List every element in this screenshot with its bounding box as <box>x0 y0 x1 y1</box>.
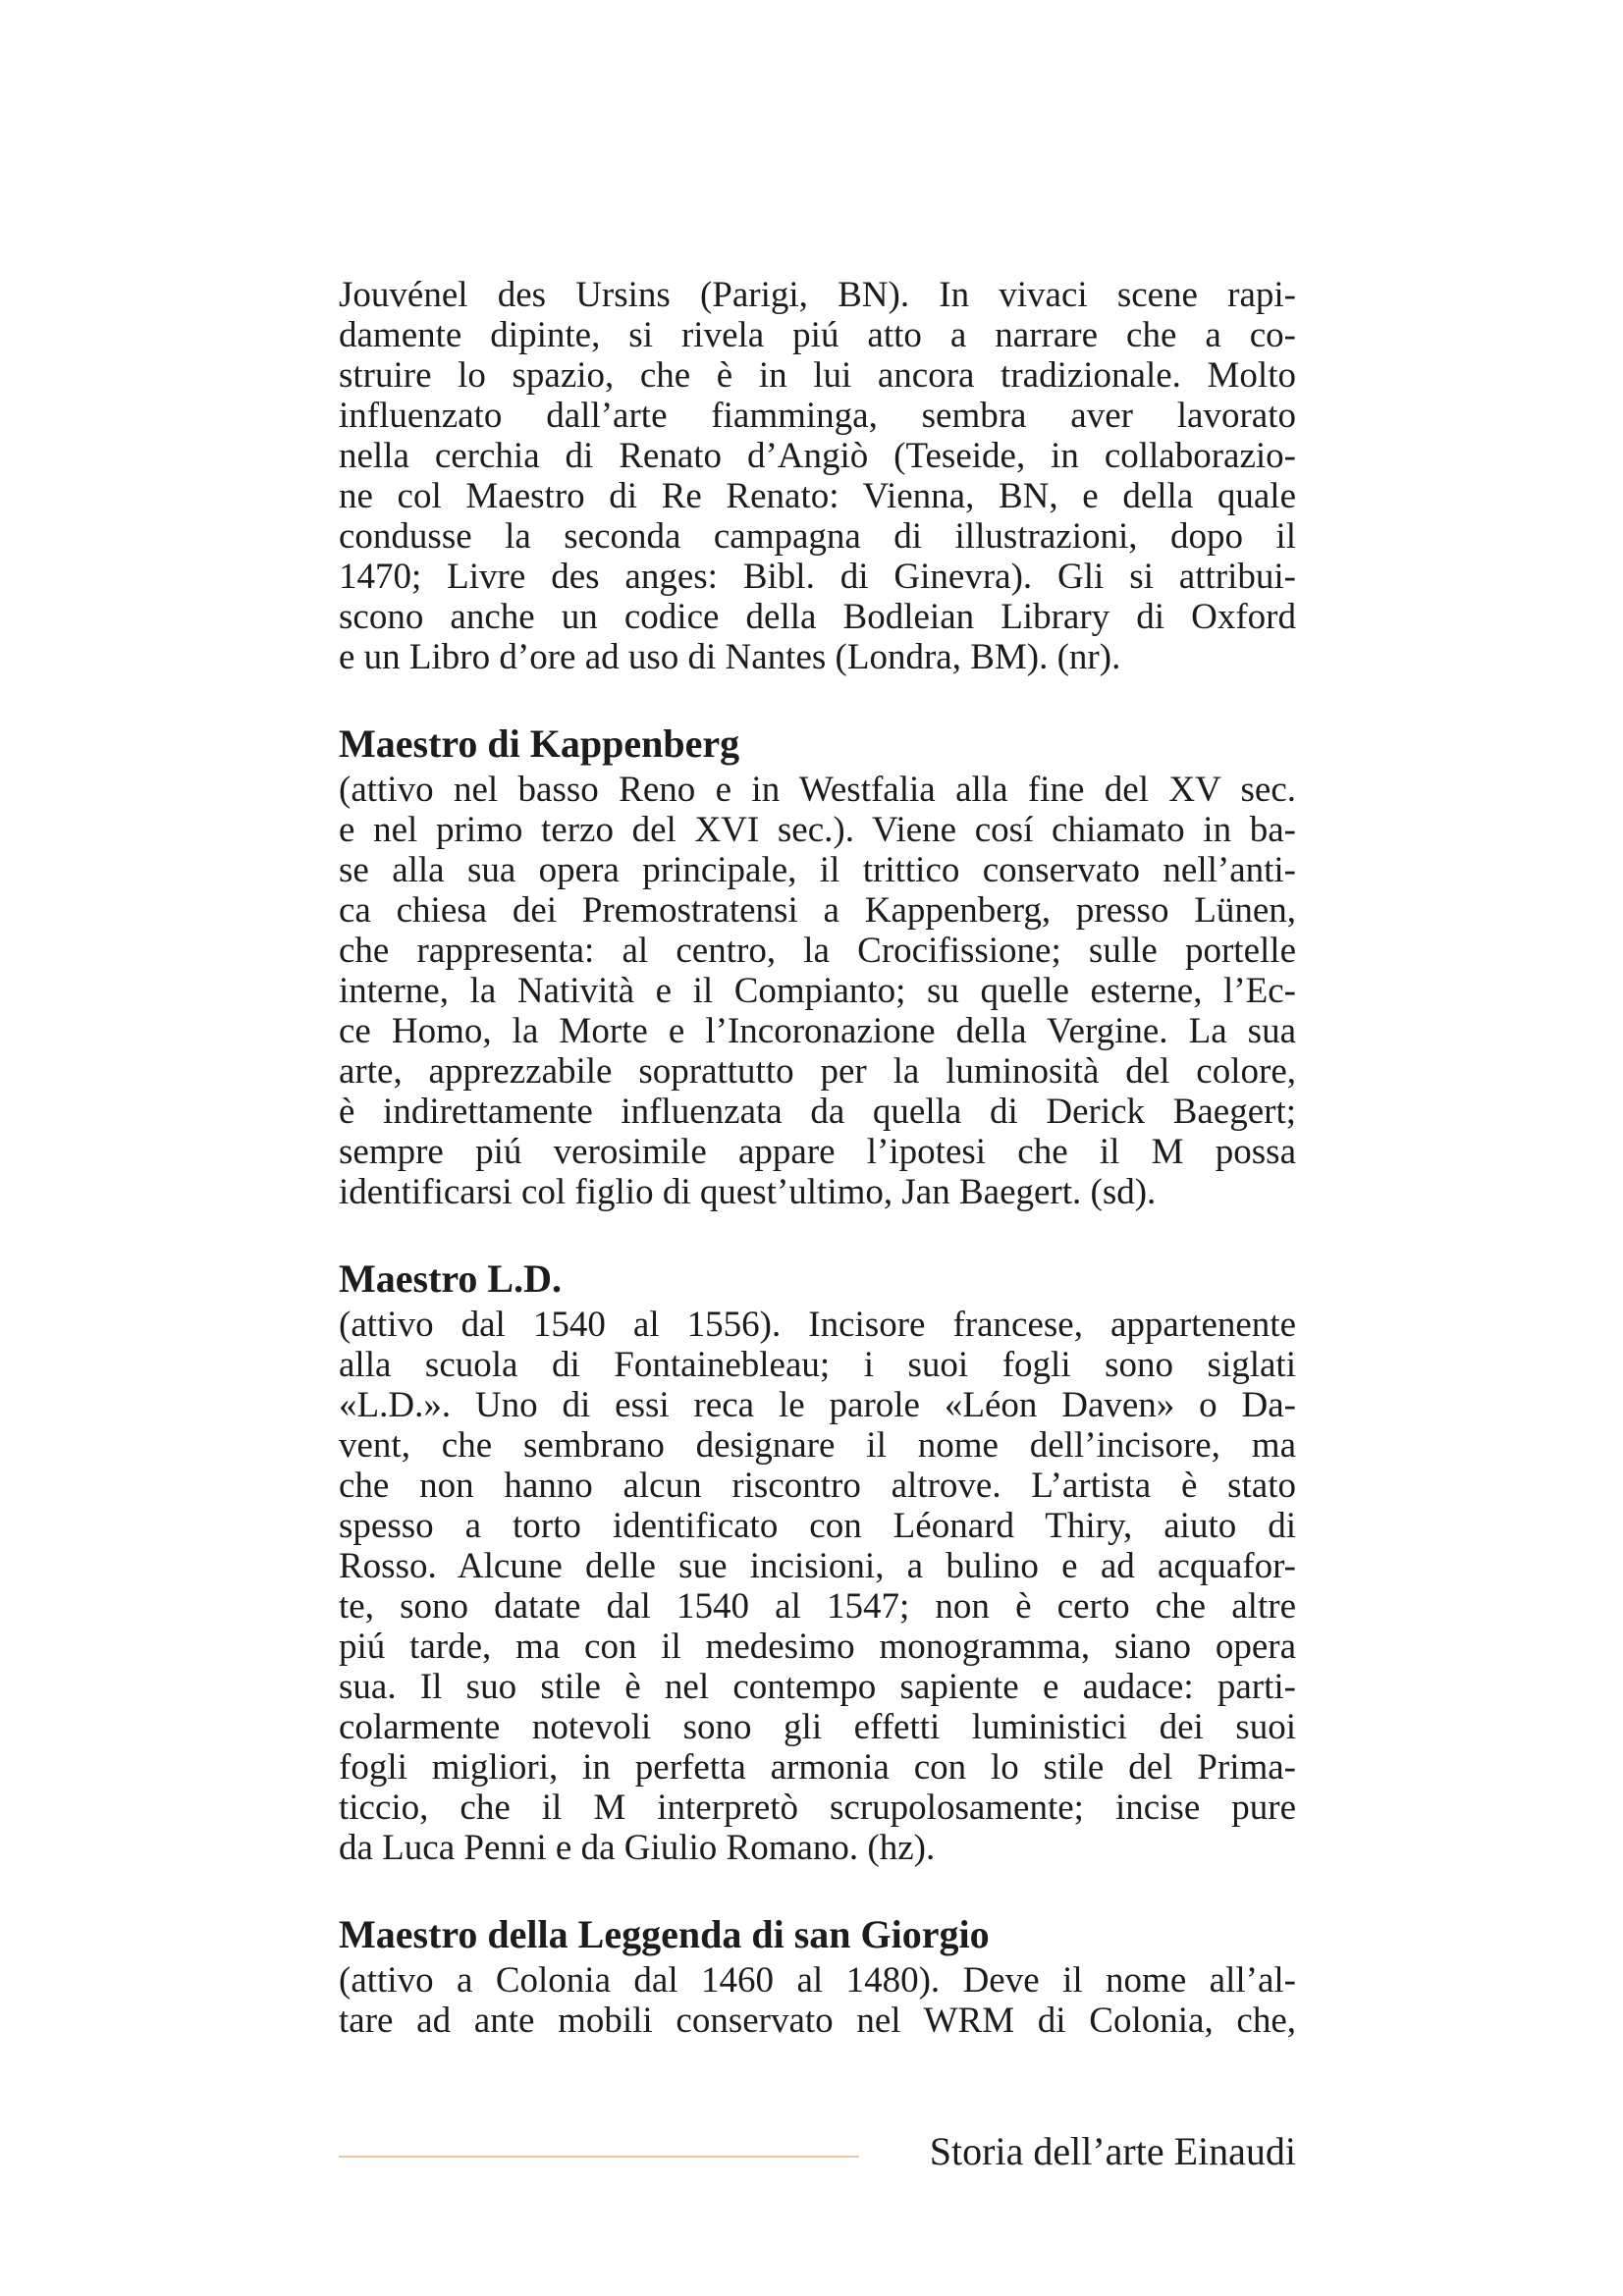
text-line: influenzato dall’arte fiamminga, sembra aver lavorato <box>339 396 1296 436</box>
text-line: spesso a torto identificato con Léonard Thiry, aiuto di <box>339 1506 1296 1546</box>
text-line: fogli migliori, in perfetta armonia con lo stile del Prima- <box>339 1747 1296 1788</box>
text-line: alla scuola di Fontainebleau; i suoi fogli sono siglati <box>339 1345 1296 1385</box>
footer-rule <box>339 2156 859 2158</box>
page-footer <box>339 2128 1296 2177</box>
text-line: arte, apprezzabile soprattutto per la luminosità del colore, <box>339 1051 1296 1092</box>
text-line: ce Homo, la Morte e l’Incoronazione della Vergine. La sua <box>339 1011 1296 1051</box>
entry-title: Maestro L.D. <box>339 1256 562 1301</box>
text-line: Rosso. Alcune delle sue incisioni, a bulino e ad acquafor- <box>339 1546 1296 1586</box>
entry-title: Maestro di Kappenberg <box>339 721 740 766</box>
text-line: ca chiesa dei Premostratensi a Kappenberg, presso Lünen, <box>339 890 1296 931</box>
text-line: Jouvénel des Ursins (Parigi, BN). In vivaci scene rapi- <box>339 275 1296 315</box>
text-line: interne, la Natività e il Compianto; su quelle esterne, l’Ec- <box>339 971 1296 1011</box>
text-line: ne col Maestro di Re Renato: Vienna, BN, e della quale <box>339 476 1296 516</box>
entry-maestro-della-leggenda-di-san-giorgio <box>339 1913 1296 2041</box>
text-line: vent, che sembrano designare il nome dell’incisore, ma <box>339 1425 1296 1466</box>
text-line: condusse la seconda campagna di illustrazioni, dopo il <box>339 516 1296 557</box>
text-line: damente dipinte, si rivela piú atto a narrare che a co- <box>339 315 1296 355</box>
text-line: sua. Il suo stile è nel contempo sapiente e audace: parti- <box>339 1667 1296 1707</box>
text-line: e un Libro d’ore ad uso di Nantes (Londra, BM). (nr). <box>339 637 1121 677</box>
text-line: che non hanno alcun riscontro altrove. L’artista è stato <box>339 1466 1296 1506</box>
footer-title: Storia dell’arte Einaudi <box>929 2129 1296 2173</box>
entry-title: Maestro della Leggenda di san Giorgio <box>339 1912 990 1956</box>
text-line: nella cerchia di Renato d’Angiò (Teseide, in collaborazio- <box>339 436 1296 476</box>
text-line: sempre piú verosimile appare l’ipotesi che il M possa <box>339 1132 1296 1172</box>
text-line: (attivo dal 1540 al 1556). Incisore francese, appartenente <box>339 1305 1296 1345</box>
text-line: piú tarde, ma con il medesimo monogramma, siano opera <box>339 1627 1296 1667</box>
text-line: te, sono datate dal 1540 al 1547; non è certo che altre <box>339 1586 1296 1627</box>
text-line: da Luca Penni e da Giulio Romano. (hz). <box>339 1828 936 1868</box>
text-line: «L.D.». Uno di essi reca le parole «Léon Daven» o Da- <box>339 1385 1296 1425</box>
text-line: se alla sua opera principale, il trittico conservato nell’anti- <box>339 850 1296 890</box>
text-line: identificarsi col figlio di quest’ultimo, Jan Baegert. (sd). <box>339 1172 1157 1212</box>
text-line: è indirettamente influenzata da quella di Derick Baegert; <box>339 1092 1296 1132</box>
text-line: tare ad ante mobili conservato nel WRM di Colonia, che, <box>339 2001 1296 2041</box>
text-line: struire lo spazio, che è in lui ancora tradizionale. Molto <box>339 355 1296 396</box>
text-line: (attivo nel basso Reno e in Westfalia alla fine del XV sec. <box>339 770 1296 810</box>
text-line: 1470; Livre des anges: Bibl. di Ginevra). Gli si attribui- <box>339 557 1296 597</box>
text-line: (attivo a Colonia dal 1460 al 1480). Deve il nome all’al- <box>339 1960 1296 2001</box>
page-body <box>339 275 1296 2041</box>
text-line: colarmente notevoli sono gli effetti luministici dei suoi <box>339 1707 1296 1747</box>
text-line: ticcio, che il M interpretò scrupolosamente; incise pure <box>339 1788 1296 1828</box>
intro-paragraph <box>339 275 1296 677</box>
text-line: scono anche un codice della Bodleian Library di Oxford <box>339 597 1296 637</box>
text-line: e nel primo terzo del XVI sec.). Viene cosí chiamato in ba- <box>339 810 1296 850</box>
entry-maestro-l-d <box>339 1257 1296 1868</box>
text-line: che rappresenta: al centro, la Crocifissione; sulle portelle <box>339 931 1296 971</box>
entry-maestro-di-kappenberg <box>339 722 1296 1212</box>
